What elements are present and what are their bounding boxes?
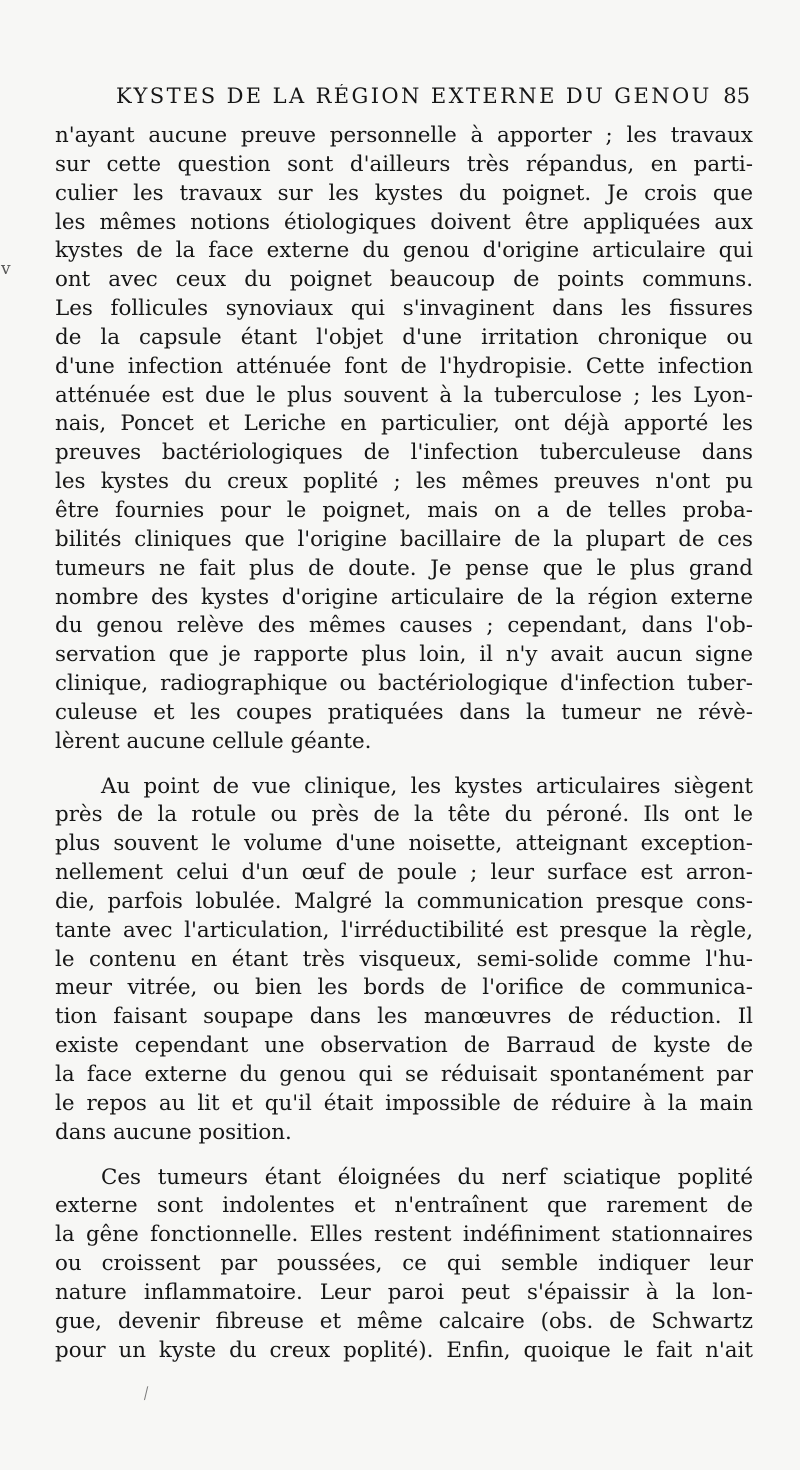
text-line: preuves bactériologiques de l'infection tuberculeuse dans xyxy=(55,440,753,466)
text-line: servation que je rapporte plus loin, il n'y avait aucun signe xyxy=(55,642,753,668)
text-line: meur vitrée, ou bien les bords de l'orifice de communica- xyxy=(55,975,753,1001)
text-line: ou croissent par poussées, ce qui semble indiquer leur xyxy=(55,1251,753,1277)
text-line: atténuée est due le plus souvent à la tuberculose ; les Lyon- xyxy=(55,382,753,408)
text-line: nombre des kystes d'origine articulaire de la région externe xyxy=(55,584,753,610)
paragraph-clinical xyxy=(55,773,753,1148)
text-line: Les follicules synoviaux qui s'invaginent dans les fissures xyxy=(55,296,753,322)
body-text xyxy=(55,122,753,1381)
text-line: la gêne fonctionnelle. Elles restent indéfiniment stationnaires xyxy=(55,1222,753,1248)
margin-mark: v xyxy=(1,259,11,279)
text-line: de la capsule étant l'objet d'une irritation chronique ou xyxy=(55,324,753,350)
running-head xyxy=(108,84,752,112)
text-line: être fournies pour le poignet, mais on a de telles proba- xyxy=(55,497,753,523)
text-line: les kystes du creux poplité ; les mêmes preuves n'ont pu xyxy=(55,469,753,495)
paragraph-continuation xyxy=(55,122,753,757)
text-line: kystes de la face externe du genou d'origine articulaire qui xyxy=(55,238,753,264)
text-line: pour un kyste du creux poplité). Enfin, quoique le fait n'ait xyxy=(55,1337,753,1363)
text-line: culier les travaux sur les kystes du poignet. Je crois que xyxy=(55,180,753,206)
text-line: bilités cliniques que l'origine bacillaire de la plupart de ces xyxy=(55,526,753,552)
text-line: clinique, radiographique ou bactériologique d'infection tuber- xyxy=(55,671,753,697)
paragraph-symptoms xyxy=(55,1164,753,1366)
text-line: tion faisant soupape dans les manœuvres de réduction. Il xyxy=(55,1004,753,1030)
text-line: lèrent aucune cellule géante. xyxy=(55,728,372,754)
text-line: tante avec l'articulation, l'irréductibilité est presque la règle, xyxy=(55,917,753,943)
text-line: Ces tumeurs étant éloignées du nerf sciatique poplité xyxy=(101,1164,753,1190)
text-line: les mêmes notions étiologiques doivent être appliquées aux xyxy=(55,209,753,235)
text-line: nature inflammatoire. Leur paroi peut s'épaissir à la lon- xyxy=(55,1279,753,1305)
text-line: le contenu en étant très visqueux, semi-solide comme l'hu- xyxy=(55,946,753,972)
text-line: Au point de vue clinique, les kystes articulaires siègent xyxy=(101,773,753,799)
text-line: nellement celui d'un œuf de poule ; leur surface est arron- xyxy=(55,860,753,886)
page-number: 85 xyxy=(723,84,750,108)
text-line: le repos au lit et qu'il était impossible de réduire à la main xyxy=(55,1090,753,1116)
text-line: n'ayant aucune preuve personnelle à apporter ; les travaux xyxy=(55,123,753,148)
text-line: externe sont indolentes et n'entraînent que rarement de xyxy=(55,1193,753,1219)
text-line: près de la rotule ou près de la tête du péroné. Ils ont le xyxy=(55,802,753,828)
text-line: die, parfois lobulée. Malgré la communication presque cons- xyxy=(55,888,753,914)
text-line: d'une infection atténuée font de l'hydropisie. Cette infection xyxy=(55,353,753,379)
text-line: gue, devenir fibreuse et même calcaire (obs. de Schwartz xyxy=(55,1308,753,1334)
text-line: existe cependant une observation de Barraud de kyste de xyxy=(55,1033,753,1059)
text-line: tumeurs ne fait plus de doute. Je pense que le plus grand xyxy=(55,555,753,581)
text-line: plus souvent le volume d'une noisette, atteignant exception- xyxy=(55,831,753,857)
text-line: du genou relève des mêmes causes ; cependant, dans l'ob- xyxy=(55,613,753,639)
text-line: la face externe du genou qui se réduisait spontanément par xyxy=(55,1062,753,1087)
text-line: dans aucune position. xyxy=(55,1119,292,1145)
text-line: nais, Poncet et Leriche en particulier, ont déjà apporté les xyxy=(55,411,753,437)
text-line: culeuse et les coupes pratiquées dans la tumeur ne révè- xyxy=(55,699,753,725)
text-line: sur cette question sont d'ailleurs très répandus, en parti- xyxy=(55,151,753,177)
stray-pencil-mark: ⁄ xyxy=(141,1384,151,1403)
text-line: ont avec ceux du poignet beaucoup de points communs. xyxy=(55,267,753,293)
running-title: KYSTES DE LA RÉGION EXTERNE DU GENOU xyxy=(116,84,712,108)
